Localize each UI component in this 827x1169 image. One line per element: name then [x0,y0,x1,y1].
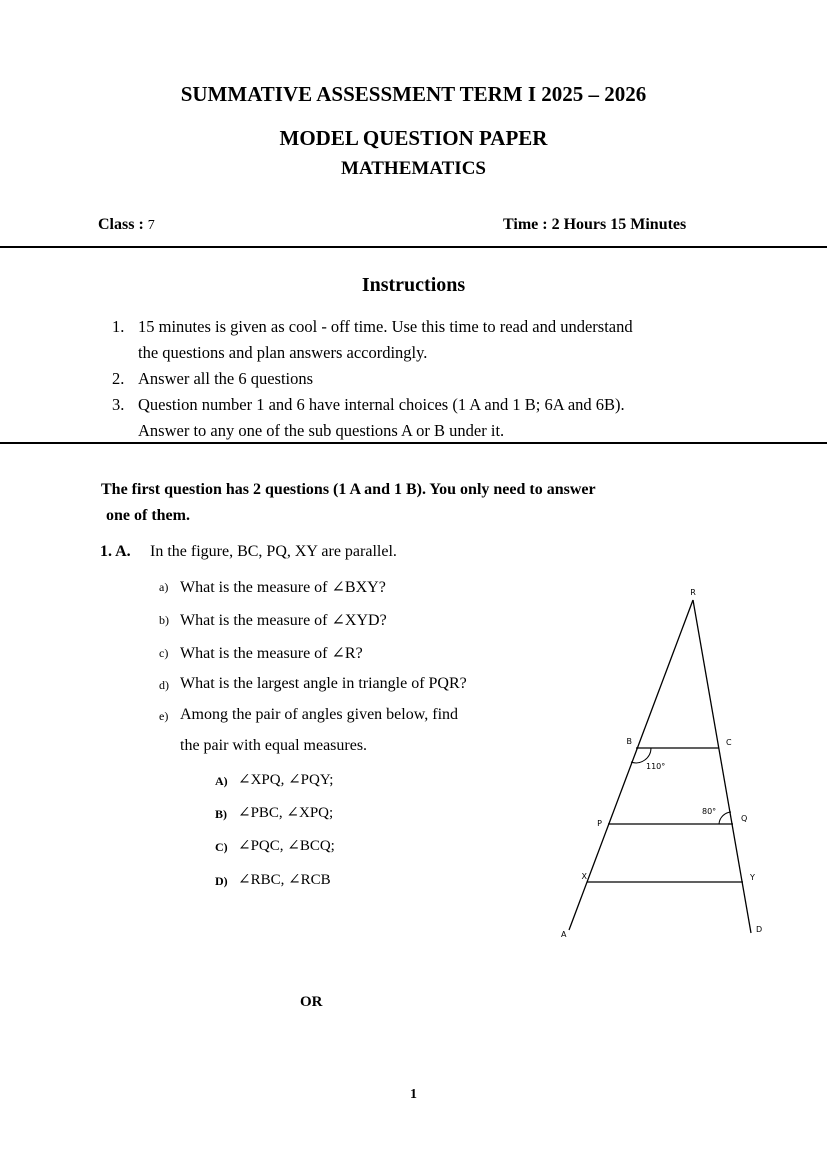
class-info [98,216,155,234]
exam-title: SUMMATIVE ASSESSMENT TERM I 2025 – 2026 [180,82,647,106]
section-intro-line2: one of them. [106,507,190,524]
sub-a-letter: a) [159,580,169,594]
instruction-1-line1: 15 minutes is given as cool - off time. Use this time to read and understand [138,317,633,336]
instruction-2-line1: Answer all the 6 questions [138,369,314,388]
sub-e-letter: e) [159,709,169,723]
subject-title: MATHEMATICS [341,158,486,179]
instructions-divider [0,442,827,444]
sub-e-text: Among the pair of angles given below, find [180,706,459,723]
choice-b-text: ∠PBC, ∠XPQ; [238,805,334,821]
choice-d-text: ∠RBC, ∠RCB [238,872,331,888]
label-c: C [726,738,732,747]
choice-d-letter: D) [215,874,228,888]
paper-subtitle: MODEL QUESTION PAPER [279,126,548,150]
sub-b-letter: b) [159,613,169,627]
sub-c-letter: c) [159,646,169,660]
choice-a-letter: A) [215,774,228,788]
angle-q-value: 80° [702,807,717,816]
angle-arc-q [719,812,731,824]
time-info: Time : 2 Hours 15 Minutes [503,216,687,233]
sub-d-letter: d) [159,678,169,692]
label-a: A [561,930,567,939]
instructions-heading: Instructions [361,274,466,296]
choice-b-letter: B) [215,807,227,821]
class-label: Class : [98,216,144,233]
instruction-3-num: 3. [112,395,125,414]
sub-e-text-2: the pair with equal measures. [180,737,368,754]
line-rd [693,600,751,933]
choice-c-letter: C) [215,840,228,854]
label-x: X [581,872,587,881]
sub-c-text: What is the measure of ∠R? [180,645,363,662]
instruction-1-line2: the questions and plan answers accordingly. [138,343,428,362]
choice-c-text: ∠PQC, ∠BCQ; [238,838,335,854]
section-intro-line1: The first question has 2 questions (1 A and 1 B). You only need to answer [101,481,596,498]
header-divider [0,246,827,248]
line-ra [569,600,693,930]
sub-a-text: What is the measure of ∠BXY? [180,579,386,596]
choice-a-text: ∠XPQ, ∠PQY; [238,772,334,788]
sub-d-text: What is the largest angle in triangle of PQR? [180,675,467,692]
angle-b-value: 110° [646,762,666,771]
sub-b-text: What is the measure of ∠XYD? [180,612,387,629]
page-number: 1 [410,1087,417,1102]
or-separator: OR [300,994,323,1010]
label-b: B [626,737,632,746]
label-q: Q [741,814,748,823]
label-d: D [756,925,763,934]
parallel-lines-figure [540,580,780,950]
instruction-1-num: 1. [112,317,125,336]
label-p: P [597,819,602,828]
instruction-2-num: 2. [112,369,125,388]
question-number: 1. A. [100,543,131,560]
label-y: Y [750,873,755,882]
instruction-3-line1: Question number 1 and 6 have internal choices (1 A and 1 B; 6A and 6B). [138,395,625,414]
label-r: R [690,588,696,597]
class-value: 7 [147,218,155,233]
instruction-3-line2: Answer to any one of the sub questions A or B under it. [138,421,505,440]
question-stem: In the figure, BC, PQ, XY are parallel. [150,543,397,560]
